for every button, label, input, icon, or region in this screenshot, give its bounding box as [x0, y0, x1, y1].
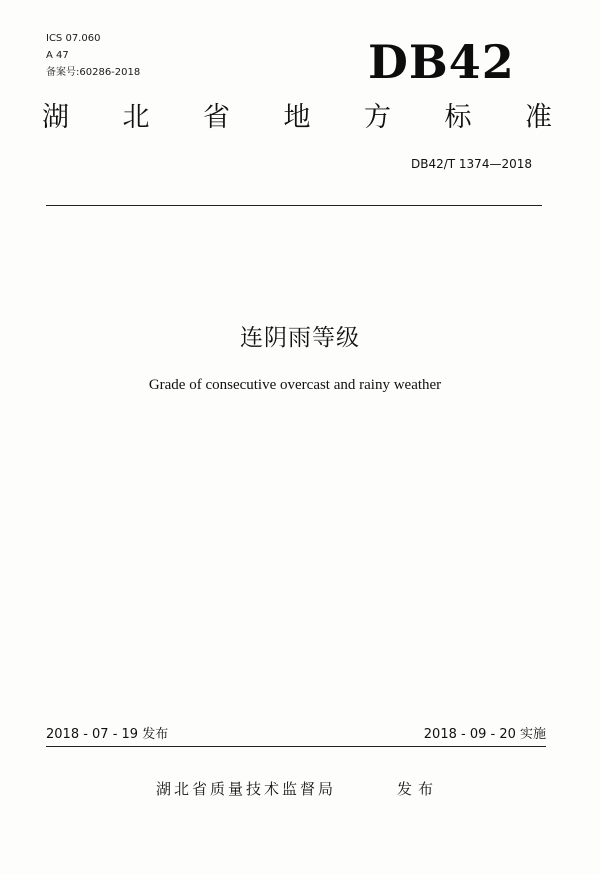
standard-type-char: 标	[444, 102, 472, 133]
ics-code: ICS 07.060	[46, 33, 101, 44]
db-code-logo: DB42	[368, 35, 515, 89]
standard-type-char: 北	[122, 102, 150, 133]
issuing-authority: 湖北省质量技术监督局	[156, 780, 337, 798]
standard-type-char: 省	[203, 102, 230, 133]
effective-date: 2018 - 09 - 20 实施	[423, 727, 546, 742]
standard-number: DB42/T 1374—2018	[410, 157, 532, 171]
standard-type-char: 湖	[42, 102, 69, 133]
document-title-chinese: 连阴雨等级	[240, 325, 360, 351]
classification-code: A 47	[46, 50, 69, 61]
standard-type-char: 方	[364, 102, 391, 133]
header-divider	[46, 205, 542, 206]
issue-date: 2018 - 07 - 19 发布	[46, 727, 169, 742]
standard-type-char: 地	[283, 102, 311, 133]
issuer-action: 发布	[397, 780, 440, 798]
record-number: 备案号:60286-2018	[46, 67, 141, 78]
standard-type-char: 准	[525, 102, 552, 133]
standard-type-heading	[42, 100, 552, 136]
footer-divider	[46, 746, 546, 747]
document-title-english: Grade of consecutive overcast and rainy weather	[148, 377, 442, 393]
